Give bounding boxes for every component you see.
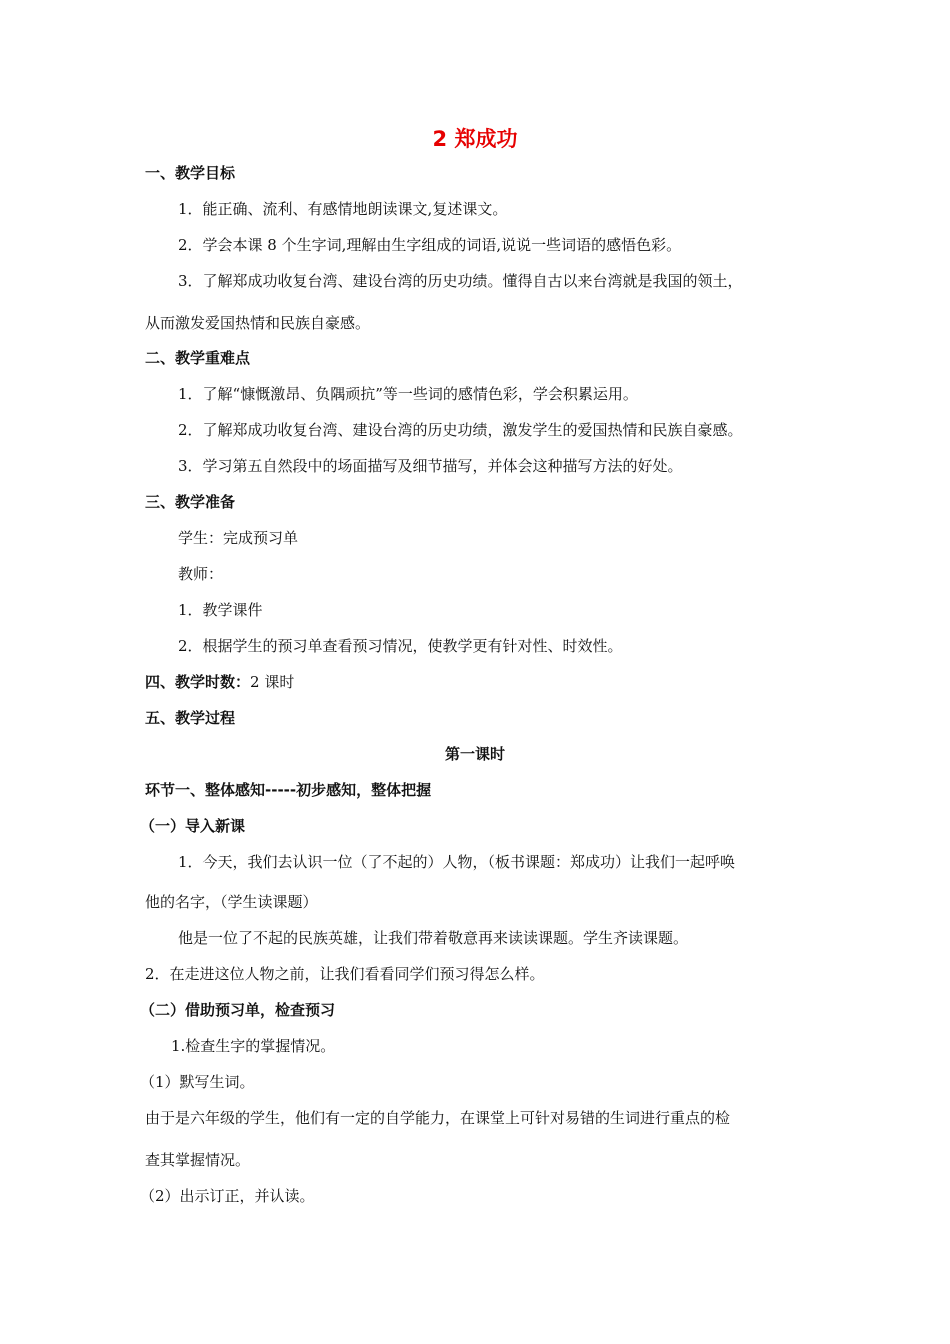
intro-item-2: 2．在走进这位人物之前，让我们看看同学们预习得怎么样。 [145, 965, 545, 983]
document-title: 2 郑成功 [432, 127, 518, 151]
preview-sub-2: （2）出示订正，并认读。 [140, 1187, 315, 1205]
preview-sub-1: （1）默写生词。 [140, 1073, 255, 1091]
lesson-title: 第一课时 [444, 745, 505, 763]
goal-item-3-cont: 从而激发爱国热情和民族自豪感。 [145, 314, 371, 332]
goal-item-1: 1．能正确、流利、有感情地朗读课文,复述课文。 [178, 200, 508, 218]
section-heading-process: 五、教学过程 [145, 709, 236, 727]
prep-item-1: 1．教学课件 [178, 601, 263, 619]
section-heading-key-points: 二、教学重难点 [145, 349, 251, 367]
section-heading-preparation: 三、教学准备 [145, 493, 236, 511]
intro-item-1-cont: 他的名字，（学生读课题） [145, 893, 318, 911]
stage-heading-1: 环节一、整体感知-----初步感知，整体把握 [145, 781, 432, 799]
preview-paragraph: 由于是六年级的学生，他们有一定的自学能力，在课堂上可针对易错的生词进行重点的检 [145, 1109, 731, 1127]
preview-item-1: 1.检查生字的掌握情况。 [171, 1037, 336, 1055]
goal-item-2: 2．学会本课 8 个生字词,理解由生字组成的词语,说说一些词语的感悟色彩。 [178, 236, 682, 254]
preview-paragraph-cont: 查其掌握情况。 [145, 1151, 251, 1169]
goal-item-3: 3．了解郑成功收复台湾、建设台湾的历史功绩。懂得自古以来台湾就是我国的领土， [178, 272, 743, 290]
teaching-hours-value: 2 课时 [250, 673, 295, 691]
intro-item-1: 1．今天，我们去认识一位（了不起的）人物，（板书课题：郑成功）让我们一起呼唤 [178, 853, 736, 871]
section-heading-goals: 一、教学目标 [145, 164, 236, 182]
prep-item-2: 2．根据学生的预习单查看预习情况，使教学更有针对性、时效性。 [178, 637, 623, 655]
prep-student: 学生：完成预习单 [178, 529, 299, 547]
section-heading-hours: 四、教学时数： [145, 673, 251, 691]
section-teaching-hours [145, 672, 294, 692]
prep-teacher: 教师： [178, 565, 224, 583]
part-heading-preview-check: （二）借助预习单，检查预习 [140, 1001, 336, 1019]
key-point-item-2: 2．了解郑成功收复台湾、建设台湾的历史功绩，激发学生的爱国热情和民族自豪感。 [178, 421, 743, 439]
key-point-item-3: 3．学习第五自然段中的场面描写及细节描写，并体会这种描写方法的好处。 [178, 457, 683, 475]
intro-item-1-para: 他是一位了不起的民族英雄，让我们带着敬意再来读读课题。学生齐读课题。 [178, 929, 689, 947]
part-heading-intro: （一）导入新课 [140, 817, 246, 835]
key-point-item-1: 1．了解“慷慨激昂、负隅顽抗”等一些词的感情色彩，学会积累运用。 [178, 385, 638, 403]
